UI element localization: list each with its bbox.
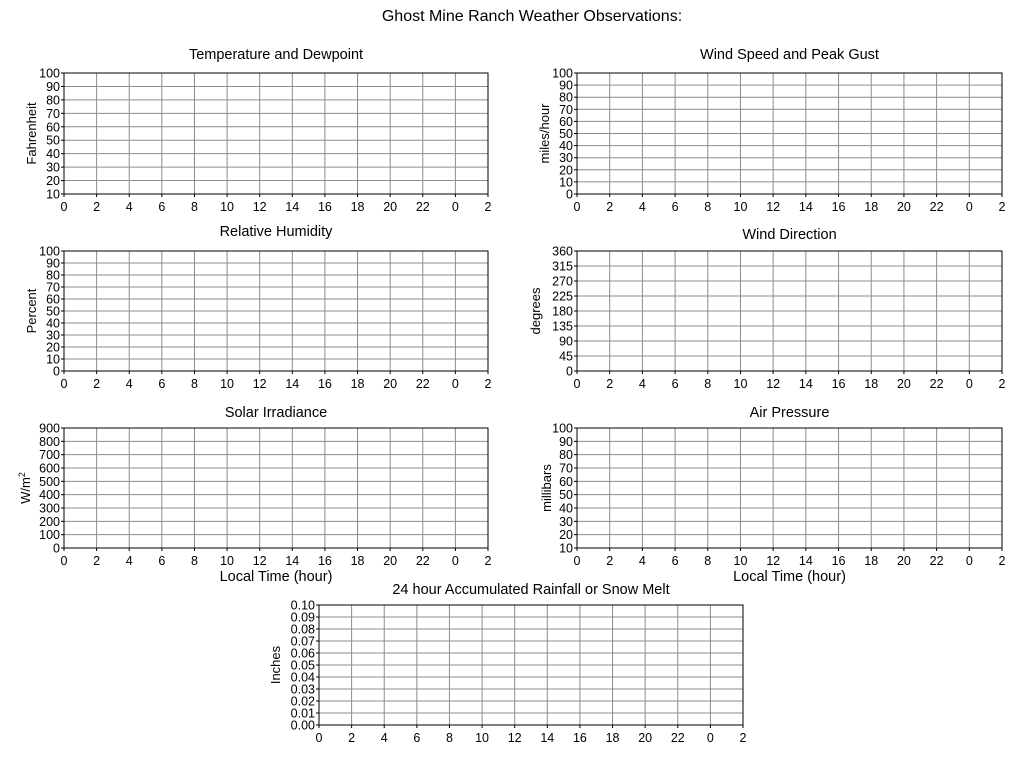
x-tick-label: 2: [998, 554, 1006, 568]
x-tick-label: 0: [60, 554, 68, 568]
x-tick-label: 0: [965, 554, 973, 568]
x-tick-label: 4: [125, 200, 133, 214]
y-tick-label: 60: [559, 114, 573, 129]
x-tick-label: 8: [190, 554, 198, 568]
x-tick-label: 8: [704, 377, 712, 391]
x-tick-label: 10: [733, 554, 748, 568]
y-tick-label: 20: [46, 174, 60, 189]
x-tick-label: 12: [507, 731, 522, 745]
x-tick-label: 2: [606, 377, 614, 391]
y-tick-label: 30: [46, 328, 60, 343]
x-tick-label: 14: [798, 377, 813, 391]
x-tick-label: 4: [380, 731, 388, 745]
y-tick-label: 100: [39, 528, 60, 543]
x-tick-label: 18: [350, 200, 365, 214]
y-tick-label: 20: [559, 528, 573, 543]
y-tick-label: 270: [552, 274, 573, 289]
x-tick-label: 16: [317, 377, 332, 391]
x-tick-label: 0: [60, 200, 68, 214]
x-tick-label: 14: [285, 377, 300, 391]
y-tick-label: 0.01: [290, 706, 315, 721]
x-tick-label: 18: [864, 377, 879, 391]
x-tick-label: 16: [831, 377, 846, 391]
y-tick-label: 70: [559, 102, 573, 117]
y-tick-label: 30: [46, 160, 60, 175]
y-tick-label: 10: [559, 175, 573, 190]
x-tick-label: 10: [220, 377, 235, 391]
y-tick-label: 800: [39, 434, 60, 449]
chart-title: Air Pressure: [749, 405, 830, 421]
y-tick-label: 100: [552, 421, 573, 436]
x-tick-label: 0: [451, 200, 459, 214]
y-tick-label: 90: [46, 256, 60, 271]
x-tick-label: 10: [733, 377, 748, 391]
y-axis-label: $W/m^2$: [17, 472, 33, 504]
x-tick-label: 0: [573, 377, 581, 391]
chart-title: Wind Direction: [742, 227, 837, 243]
y-tick-label: 90: [559, 78, 573, 93]
y-tick-label: 30: [559, 151, 573, 166]
x-tick-label: 6: [671, 377, 679, 391]
y-tick-label: 40: [46, 316, 60, 331]
y-tick-label: 400: [39, 488, 60, 503]
y-tick-label: 0.08: [290, 622, 315, 637]
x-tick-label: 10: [475, 731, 490, 745]
x-tick-label: 18: [864, 554, 879, 568]
x-tick-label: 22: [415, 377, 430, 391]
y-tick-label: 40: [559, 139, 573, 154]
y-tick-label: 80: [559, 448, 573, 463]
x-tick-label: 18: [350, 377, 365, 391]
x-tick-label: 4: [638, 554, 646, 568]
x-tick-label: 0: [573, 554, 581, 568]
y-tick-label: 225: [552, 289, 573, 304]
y-axis-label-superscript: 2: [17, 472, 27, 478]
chart-temperature: [24, 47, 492, 214]
chart-wind-speed: [537, 47, 1006, 214]
x-tick-label: 14: [798, 200, 813, 214]
y-tick-label: 0: [53, 364, 60, 379]
y-tick-label: 900: [39, 421, 60, 436]
x-tick-label: 8: [704, 554, 712, 568]
chart-title: Temperature and Dewpoint: [188, 47, 364, 63]
x-tick-label: 0: [706, 731, 714, 745]
y-tick-label: 10: [559, 541, 573, 556]
x-tick-label: 4: [638, 377, 646, 391]
x-tick-label: 2: [93, 554, 101, 568]
x-tick-label: 2: [348, 731, 356, 745]
y-tick-label: 0.06: [290, 646, 315, 661]
y-tick-label: 50: [559, 127, 573, 141]
y-tick-label: 200: [39, 514, 60, 529]
x-tick-label: 2: [606, 200, 614, 214]
y-tick-label: 80: [46, 93, 60, 108]
x-tick-label: 6: [671, 200, 679, 214]
x-tick-label: 4: [125, 377, 133, 391]
y-tick-label: 70: [46, 106, 60, 121]
x-tick-label: 2: [606, 554, 614, 568]
x-tick-label: 14: [798, 554, 813, 568]
x-tick-label: 2: [93, 377, 101, 391]
y-tick-label: 0.07: [290, 634, 315, 649]
chart-solar: [17, 405, 492, 585]
chart-humidity: [24, 224, 492, 391]
y-tick-label: 10: [46, 187, 60, 202]
x-tick-label: 0: [965, 377, 973, 391]
y-tick-label: 90: [559, 434, 573, 449]
y-tick-label: 70: [559, 461, 573, 476]
y-tick-label: 0.04: [290, 670, 315, 685]
x-tick-label: 0: [60, 377, 68, 391]
x-tick-label: 12: [766, 377, 781, 391]
chart-rainfall: [268, 582, 747, 745]
x-axis-label: Local Time (hour): [733, 569, 846, 585]
y-tick-label: 0: [566, 187, 573, 202]
x-tick-label: 20: [383, 200, 398, 214]
x-tick-label: 22: [670, 731, 685, 745]
x-tick-label: 4: [125, 554, 133, 568]
x-tick-label: 6: [158, 554, 166, 568]
plot-frame: [64, 73, 488, 194]
x-tick-label: 12: [252, 554, 267, 568]
x-tick-label: 2: [484, 377, 492, 391]
y-tick-label: 100: [39, 66, 60, 81]
y-tick-label: 50: [46, 133, 60, 148]
x-tick-label: 20: [896, 200, 911, 214]
y-tick-label: 90: [46, 79, 60, 94]
x-tick-label: 6: [158, 377, 166, 391]
x-tick-label: 8: [190, 200, 198, 214]
x-tick-label: 18: [350, 554, 365, 568]
y-tick-label: 80: [46, 268, 60, 283]
x-tick-label: 4: [638, 200, 646, 214]
y-tick-label: 180: [552, 304, 573, 319]
x-tick-label: 6: [671, 554, 679, 568]
chart-title: 24 hour Accumulated Rainfall or Snow Melt: [392, 582, 670, 598]
y-axis-label: Inches: [268, 645, 283, 685]
y-tick-label: 0.02: [290, 694, 315, 709]
x-tick-label: 22: [929, 200, 944, 214]
chart-wind-direction: [528, 227, 1006, 391]
x-tick-label: 20: [383, 554, 398, 568]
x-tick-label: 2: [93, 200, 101, 214]
y-axis-label: millibars: [539, 464, 554, 512]
x-tick-label: 16: [831, 200, 846, 214]
y-tick-label: 30: [559, 514, 573, 529]
y-tick-label: 0.00: [290, 718, 315, 733]
y-tick-label: 360: [552, 244, 573, 259]
y-axis-label: degrees: [528, 287, 543, 335]
y-tick-label: 60: [559, 474, 573, 489]
x-tick-label: 12: [252, 377, 267, 391]
x-tick-label: 14: [285, 200, 300, 214]
x-tick-label: 12: [252, 200, 267, 214]
x-tick-label: 20: [896, 377, 911, 391]
x-tick-label: 2: [739, 731, 747, 745]
x-axis-label: Local Time (hour): [219, 569, 333, 585]
y-tick-label: 10: [46, 352, 60, 367]
x-tick-label: 12: [766, 554, 781, 568]
x-tick-label: 0: [965, 200, 973, 214]
x-tick-label: 18: [864, 200, 879, 214]
y-tick-label: 700: [39, 448, 60, 463]
x-tick-label: 6: [158, 200, 166, 214]
x-tick-label: 16: [572, 731, 587, 745]
y-tick-label: 20: [559, 163, 573, 178]
x-tick-label: 10: [220, 200, 235, 214]
plot-frame: [64, 428, 488, 548]
plot-frame: [577, 428, 1002, 548]
y-tick-label: 0: [566, 364, 573, 379]
y-tick-label: 50: [46, 304, 60, 319]
x-tick-label: 2: [484, 554, 492, 568]
y-axis-label: Fahrenheit: [24, 102, 39, 165]
x-tick-label: 6: [413, 731, 421, 745]
x-tick-label: 8: [445, 731, 453, 745]
y-tick-label: 20: [46, 340, 60, 355]
page-title: Ghost Mine Ranch Weather Observations:: [381, 8, 683, 25]
y-tick-label: 0.03: [290, 682, 315, 697]
y-tick-label: 45: [559, 349, 573, 364]
x-tick-label: 0: [451, 554, 459, 568]
y-tick-label: 50: [559, 488, 573, 503]
chart-pressure: [539, 405, 1006, 585]
y-tick-label: 0.05: [290, 658, 315, 673]
y-tick-label: 40: [46, 147, 60, 162]
x-tick-label: 22: [929, 377, 944, 391]
x-tick-label: 10: [220, 554, 235, 568]
y-tick-label: 80: [559, 90, 573, 105]
y-tick-label: 500: [39, 474, 60, 489]
x-tick-label: 20: [638, 731, 653, 745]
x-tick-label: 14: [540, 731, 555, 745]
x-tick-label: 0: [451, 377, 459, 391]
x-tick-label: 22: [415, 200, 430, 214]
x-tick-label: 16: [317, 554, 332, 568]
y-axis-label: Percent: [24, 288, 39, 334]
y-tick-label: 100: [552, 66, 573, 81]
x-tick-label: 2: [998, 377, 1006, 391]
y-tick-label: 70: [46, 280, 60, 295]
y-tick-label: 135: [552, 319, 573, 334]
x-tick-label: 2: [998, 200, 1006, 214]
x-tick-label: 12: [766, 200, 781, 214]
x-tick-label: 22: [929, 554, 944, 568]
x-tick-label: 18: [605, 731, 620, 745]
y-tick-label: 60: [46, 120, 60, 135]
y-tick-label: 40: [559, 501, 573, 516]
x-tick-label: 14: [285, 554, 300, 568]
chart-title: Solar Irradiance: [224, 405, 328, 421]
y-axis-label: miles/hour: [537, 103, 552, 164]
x-tick-label: 8: [704, 200, 712, 214]
y-tick-label: 60: [46, 292, 60, 307]
x-tick-label: 2: [484, 200, 492, 214]
y-tick-label: 600: [39, 461, 60, 476]
x-tick-label: 22: [415, 554, 430, 568]
x-tick-label: 16: [831, 554, 846, 568]
x-tick-label: 8: [190, 377, 198, 391]
y-tick-label: 300: [39, 501, 60, 516]
chart-title: Wind Speed and Peak Gust: [700, 47, 879, 63]
y-tick-label: 90: [559, 334, 573, 349]
x-tick-label: 0: [315, 731, 323, 745]
x-tick-label: 10: [733, 200, 748, 214]
y-tick-label: 0.09: [290, 610, 315, 625]
y-tick-label: 315: [552, 259, 573, 274]
y-tick-label: 0: [53, 541, 60, 556]
y-tick-label: 0.10: [290, 598, 315, 613]
chart-title: Relative Humidity: [219, 224, 333, 240]
y-tick-label: 100: [39, 244, 60, 259]
x-tick-label: 20: [896, 554, 911, 568]
x-tick-label: 20: [383, 377, 398, 391]
x-tick-label: 0: [573, 200, 581, 214]
x-tick-label: 16: [317, 200, 332, 214]
